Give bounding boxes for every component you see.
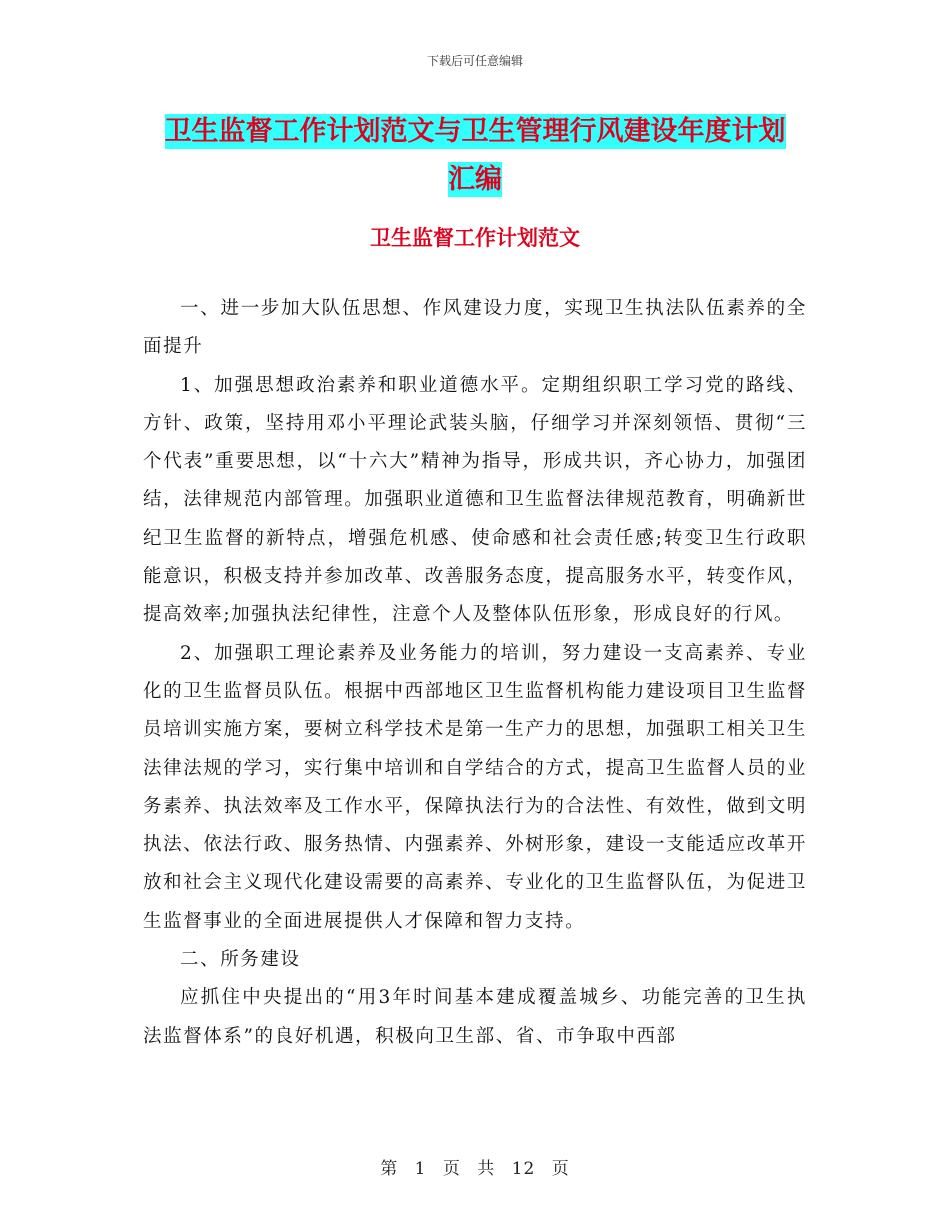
section-title: 卫生监督工作计划范文: [370, 226, 580, 250]
footer-label-gong: 共: [477, 1159, 496, 1179]
paragraph-2: 1、加强思想政治素养和职业道德水平。定期组织职工学习党的路线、方针、政策，坚持用邓小平理论武装头脑，仔细学习并深刻领悟、贯彻“三个代表”重要思想，以“十六大”精神为指导，形成共识，齐心协力，加强团结，法律规范内部管理。加强职业道德和卫生监督法律规范教育，明确新世纪卫生监督的新特点，增强危机感、使命感和社会责任感;转变卫生行政职能意识，积极支持并参加改革、改善服务态度，提高服务水平，转变作风，提高效率;加强执法纪律性，注意个人及整体队伍形象，形成良好的行风。: [143, 374, 807, 626]
document-title-line-2: 汇编: [448, 164, 502, 195]
paragraph-3: 2、加强职工理论素养及业务能力的培训，努力建设一支高素养、专业化的卫生监督员队伍。根据中西部地区卫生监督机构能力建设项目卫生监督员培训实施方案，要树立科学技术是第一生产力的思想，加强职工相关卫生法律法规的学习，实行集中培训和自学结合的方式，提高卫生监督人员的业务素养、执法效率及工作水平，保障执法行为的合法性、有效性，做到文明执法、依法行政、服务热情、内强素养、外树形象，建设一支能适应改革开放和社会主义现代化建设需要的高素养、专业化的卫生监督队伍，为促进卫生监督事业的全面进展提供人才保障和智力支持。: [143, 642, 807, 932]
paragraph-4: 二、所务建设: [180, 949, 301, 971]
page-current: 1: [414, 1159, 427, 1179]
body-text: [143, 290, 807, 1056]
footer-label-ye-2: 页: [551, 1159, 570, 1179]
paragraph-5: 应抓住中央提出的“用3年时间基本建成覆盖城乡、功能完善的卫生执法监督体系”的良好机遇，积极向卫生部、省、市争取中西部: [143, 987, 807, 1047]
document-title-line-1: 卫生监督工作计划范文与卫生管理行风建设年度计划: [164, 116, 786, 147]
page-footer: [0, 1154, 950, 1179]
page-total: 12: [511, 1159, 536, 1179]
footer-label-ye: 页: [442, 1159, 461, 1179]
footer-label-di: 第: [380, 1159, 399, 1179]
header-note: 下载后可任意编辑: [426, 54, 523, 68]
document-title: [140, 108, 810, 204]
paragraph-1: 一、进一步加大队伍思想、作风建设力度，实现卫生执法队伍素养的全面提升: [143, 298, 807, 358]
